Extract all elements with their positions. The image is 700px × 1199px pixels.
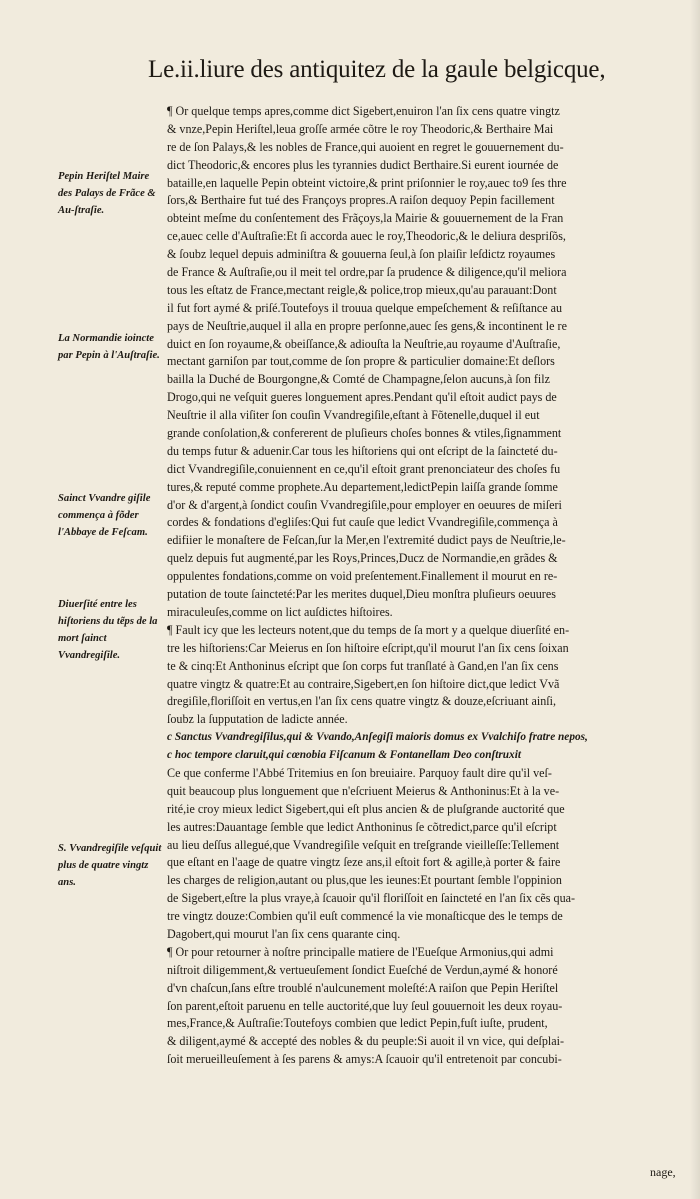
text-line: ¶ Fault icy que les lecteurs notent,que du temps de ſa mort y a quelque diuerſité en- (167, 622, 570, 637)
margin-note: Sainct Vvandre giſile commença à fõder l'Abbaye de Feſcam. (58, 493, 151, 538)
text-line: tures,& reputé comme prophete.Au departement,ledictPepin laiſſa grande ſomme (167, 479, 558, 494)
text-line: obteint meſme du conſentement des Frãçoys,la Mairie & gouuernement de la Fran (167, 211, 564, 226)
text-line: quit beaucoup plus longuement que n'eſcriuent Meierus & Anthoninus:Et à la ve- (167, 783, 560, 798)
text-line: bailla la Duché de Bourgongne,& Comté de Champagne,ſelon aucuns,à ſon filz (167, 372, 550, 387)
text-line: rité,ie croy mieux ledict Sigebert,qui eſt plus ancien & de pluſgrande auctorité que (167, 801, 565, 816)
text-line: Dagobert,qui mourut l'an ſix cens quarante cinq. (167, 926, 401, 941)
text-line: d'vn chaſcun,ſans eſtre troublé n'aulcunement moleſté:A raiſon que Pepin Heriſtel (167, 980, 559, 995)
text-line: ſon parent,eſtoit paruenu en telle auctorité,que luy ſeul gouuernoit les deux royau- (167, 998, 563, 1013)
text-line: cordes & fondations d'egliſes:Qui fut cauſe que ledict Vvandregiſile,commença à (167, 515, 558, 530)
text-line: miraculeuſes,comme on lict auſdictes hiſtoires. (167, 604, 393, 619)
text-line: les charges de religion,autant ou plus,que les ieunes:Et pourtant ſemble l'oppinion (167, 873, 562, 888)
text-line: dregiſile,floriſſoit en vertus,en l'an ſix cens quatre vingtz & douze,eſcriuant ainſi, (167, 694, 557, 709)
text-line: pays de Neuſtrie,auquel il alla en propre perſonne,auec ſes gens,& incontinent le re (167, 318, 567, 333)
text-line: & ſoubz lequel depuis adminiſtra & gouuerna ſeul,à ſon plaiſir leſdictz royaumes (167, 247, 556, 262)
text-line: ¶ Or pour retourner à noſtre principalle matiere de l'Eueſque Armonius,qui admi (167, 944, 554, 959)
text-line: te & cinq:Et Anthoninus eſcript que ſon corps fut tranſlaté à Gand,en l'an ſix cens (167, 658, 559, 673)
text-line: tre vingtz douze:Combien qu'il euſt commencé la vie monaſticque des le temps de (167, 909, 563, 924)
text-line: & diligent,aymé & accepté des nobles & du peuple:Si auoit il vn vice, qui deſplai- (167, 1034, 564, 1049)
text-line: que eſtant en l'aage de quatre vingtz ſeze ans,il eſtoit fort & agille,à porter & faire (167, 855, 561, 870)
page-fold-shadow (690, 0, 700, 1199)
text-line: il fut fort aymé & priſé.Toutefoys il trouua quelque empeſchement & reſiſtance au (167, 300, 563, 315)
text-line: & vnze,Pepin Heriſtel,leua groſſe armée cõtre le roy Theodoric,& Berthaire Mai (167, 121, 554, 136)
text-line: du temps futur & aduenir.Car tous les hiſtoriens qui ont eſcript de la ſaincteté du- (167, 443, 558, 458)
text-line: tous les eſtatz de France,mectant reigle,& police,trop mieux,qu'au parauant:Dont (167, 282, 557, 297)
body-text (167, 103, 689, 1069)
text-line: c hoc tempore claruit,qui cœnobia Fiſcanum & Fontanellam Deo conſtruxit (167, 749, 521, 762)
text-line: grande conſolation,& confererent de pluſieurs choſes bonnes & vtiles,ſignamment (167, 426, 562, 441)
text-line: c Sanctus Vvandregiſilus,qui & Vvando,Anſegiſi maioris domus ex Vvalchiſo fratre nepos, (167, 731, 588, 744)
text-line: mectant garniſon par tout,comme de ſon propre & particulier domaine:Et deſlors (167, 354, 555, 369)
text-line: ¶ Or quelque temps apres,comme dict Sigebert,enuiron l'an ſix cens quatre vingtz (167, 104, 560, 118)
text-line: Neuſtrie il alla viſiter ſon couſin Vvandregiſile,eſtant à Fõtenelle,duquel il eut (167, 408, 540, 423)
text-line: putation de toute ſaincteté:Par les merites duquel,Dieu monſtra pluſieurs oeuures (167, 587, 556, 602)
text-line: au lieu deſſus allegué,que Vvandregiſile veſquit en treſgrande vieilleſſe:Tellement (167, 837, 560, 852)
text-line: dict Vvandregiſile,conuiennent en ce,qu'il eſtoit grant prenonciateur des choſes fu (167, 461, 561, 476)
margin-note: S. Vvandregiſile veſquit plus de quatre vingtz ans. (58, 843, 162, 888)
margin-note: Pepin Heriſtel Maire des Palays de Frãce & Au-ſtraſie. (58, 171, 156, 216)
text-line: niſtroit diligemment,& vertueuſement ſondict Eueſché de Verdun,aymé & honoré (167, 962, 558, 977)
text-line: re de ſon Palays,& les nobles de France,qui auoient en regret le gouuernement du- (167, 139, 564, 154)
text-line: de France & Auſtraſie,ou il meit tel ordre,par ſa prudence & diligence,qu'il meliora (167, 265, 567, 280)
text-line: edifiier le monaſtere de Feſcan,ſur la Mer,en l'extremité dudict pays de Neuſtrie,le- (167, 533, 566, 548)
running-header: Le.ii.liure des antiquitez de la gaule belgicque, (148, 56, 606, 83)
text-line: mes,France,& Auſtraſie:Toutefoys combien que ledict Pepin,fuſt iuſte, prudent, (167, 1016, 548, 1031)
text-line: Drogo,qui ne veſquit gueres longuement apres.Pendant qu'il eſtoit audict pays de (167, 390, 557, 405)
catchword: nage, (650, 1165, 676, 1179)
text-line: quelz depuis fut augmenté,par les Roys,Princes,Ducz de Normandie,en grãdes & (167, 551, 558, 566)
text-line: ſoubz la ſupputation de ladicte année. (167, 712, 348, 727)
text-line: dict Theodoric,& encores plus les tyrannies dudict Berthaire.Si eurent iournée de (167, 157, 559, 172)
margin-note: La Normandie ioincte par Pepin à l'Auſtraſie. (58, 333, 160, 361)
text-line: ſoit merueilleuſement à ſes parens & amys:A ſcauoir qu'il entretenoit par concubi- (167, 1052, 562, 1067)
text-line: Ce que conferme l'Abbé Tritemius en ſon breuiaire. Parquoy fault dire qu'il veſ- (167, 765, 552, 780)
text-line: bataille,en laquelle Pepin obteint victoire,& print priſonnier le roy,auec to9 ſes thre (167, 175, 567, 190)
text-line: duict en ſon royaume,& obeiſſance,& adiouſta la Neuſtrie,au royaume d'Auſtraſie, (167, 336, 561, 351)
margin-note: Diuerſité entre les hiſtoriens du tẽps de la mort ſainct Vvandregiſile. (58, 599, 158, 661)
text-line: ce,auec celle d'Auſtraſie:Et ſi accorda auec le roy,Theodoric,& le deliura despriſõs, (167, 229, 566, 244)
text-line: d'or & d'argent,à ſondict couſin Vvandregiſile,pour employer en oeuures de miſeri (167, 497, 562, 512)
text-line: oppulentes fondations,comme on void preſentement.Finallement il mourut en re- (167, 569, 558, 584)
text-line: tre les hiſtoriens:Car Meierus en ſon hiſtoire eſcript,qu'il mourut l'an ſix cens ſoixan (167, 640, 569, 655)
text-line: de Sigebert,eſtre la plus vraye,à ſcauoir qu'il floriſſoit en ſaincteté en l'an ſix cẽs qua- (167, 891, 576, 906)
text-line: les autres:Dauantage ſemble que ledict Anthoninus ſe cõtredict,parce qu'il eſcript (167, 819, 557, 834)
text-line: ſors,& Berthaire fut tué des Françoys propres.A raiſon dequoy Pepin facillement (167, 193, 555, 208)
text-line: quatre vingtz & quatre:Et au contraire,Sigebert,en ſon hiſtoire dict,que ledict Vvã (167, 676, 560, 691)
